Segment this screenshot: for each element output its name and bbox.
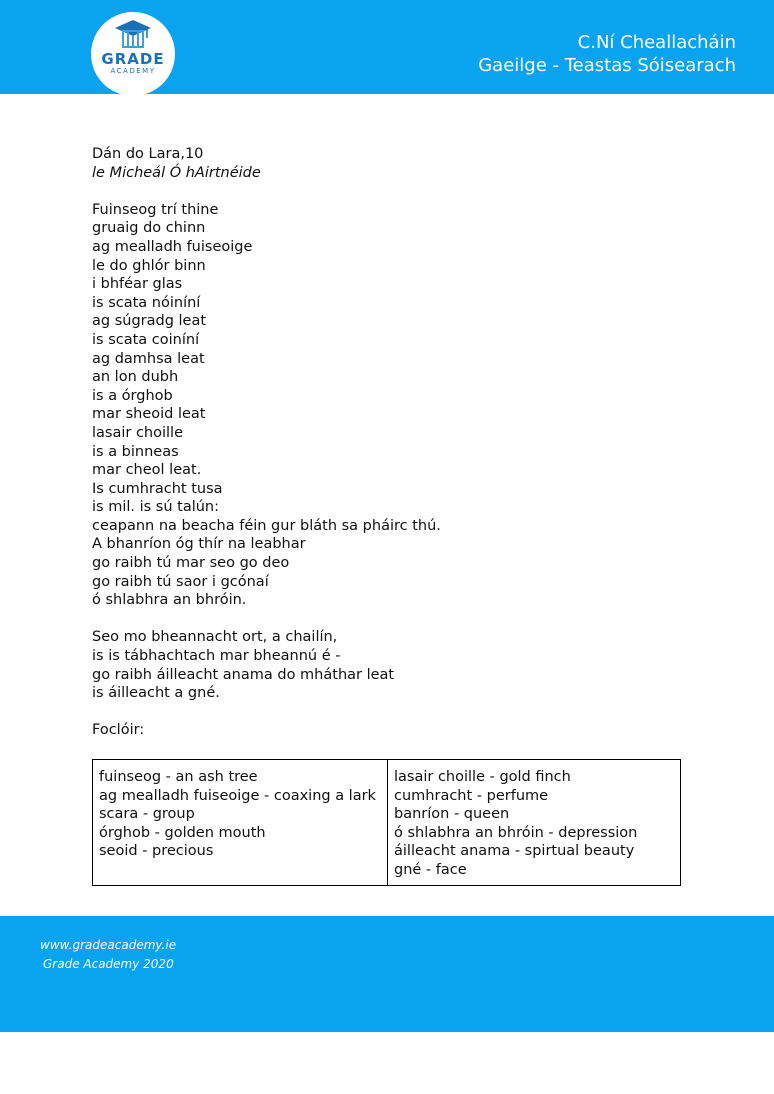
logo-word: GRADE [101,50,165,68]
poem-line: go raibh tú saor i gcónaí [92,573,269,590]
poem-line: ceapann na beacha féin gur bláth sa pháirc thú. [92,517,441,534]
poem-line: is is tábhachtach mar bheannú é - [92,648,341,665]
vocab-entry: áilleacht anama - spirtual beauty [394,843,635,860]
grade-academy-logo [91,12,175,96]
poem-line: is mil. is sú talún: [92,499,220,516]
poem-line: go raibh tú mar seo go deo [92,555,290,572]
poem-line: A bhanríon óg thír na leabhar [92,536,306,553]
vocab-entry: cumhracht - perfume [394,787,549,804]
poem-title: Dán do Lara,10 [92,146,204,162]
vocab-column-left [93,760,388,886]
poem-line: an lon dubh [92,369,179,386]
poem-line: i bhféar glas [92,276,183,293]
poem-line: ag súgradg leat [92,313,207,330]
poem-line: is áilleacht a gné. [92,685,220,702]
vocab-entry: scara - group [99,806,195,823]
vocab-entry: seoid - precious [99,843,214,860]
poem-document [92,145,692,740]
vocab-heading: Foclóir: [92,722,145,739]
footer-copyright: Grade Academy 2020 [43,957,174,971]
poem-line: ag damhsa leat [92,350,205,367]
subject-title: Gaeilge - Teastas Sóisearach [478,55,736,76]
poem-line: lasair choille [92,424,183,441]
poem-line: is a binneas [92,443,179,460]
vocab-table [92,759,681,886]
graduation-cap-icon [113,18,153,50]
poem-line: is scata coinín​í [92,331,200,348]
vocab-entry: fuinseog - an ash tree [99,769,258,785]
vocab-entry: gné - face [394,861,467,878]
poem-line: is a órghob [92,387,173,404]
poem-line: mar cheol leat. [92,462,202,479]
poem-stanza-2 [92,628,692,702]
poem-line: ó shlabhra an bhróin. [92,592,247,609]
page-footer [0,916,774,1032]
vocab-column-right [388,760,681,886]
poem-line: gruaig do chinn [92,220,206,237]
footer-website: www.gradeacademy.ie [40,938,177,952]
header-text [478,31,736,77]
vocab-entry: lasair choille - gold finch [394,769,571,785]
page-header [0,0,774,94]
poem-line: Seo mo bheannacht ort, a chailín, [92,629,338,646]
poem-byline: le Micheál Ó hAirtnéide [92,164,261,181]
logo-subtitle: ACADEMY [110,67,156,75]
poem-line: Fuinseog trí thine [92,201,219,218]
poem-line: le do ghlór binn [92,257,206,274]
poem-line: ag mealladh fuiseoige [92,238,253,255]
poem-line: Is cumhracht tusa [92,480,223,497]
vocab-entry: banríon - queen [394,806,510,823]
poem-line: is scata nóinín​í [92,294,201,311]
author-name: C.Ní Cheallacháin [577,32,736,53]
vocab-entry: ó shlabhra an bhróin - depression [394,824,638,841]
vocab-entry: ag mealladh fuiseoige - coaxing a lark [99,787,376,804]
poem-line: mar sheoid leat [92,406,206,423]
vocab-entry: órghob - golden mouth [99,824,266,841]
poem-line: go raibh áilleacht anama do mháthar leat [92,666,395,683]
poem-stanza-1 [92,201,692,610]
